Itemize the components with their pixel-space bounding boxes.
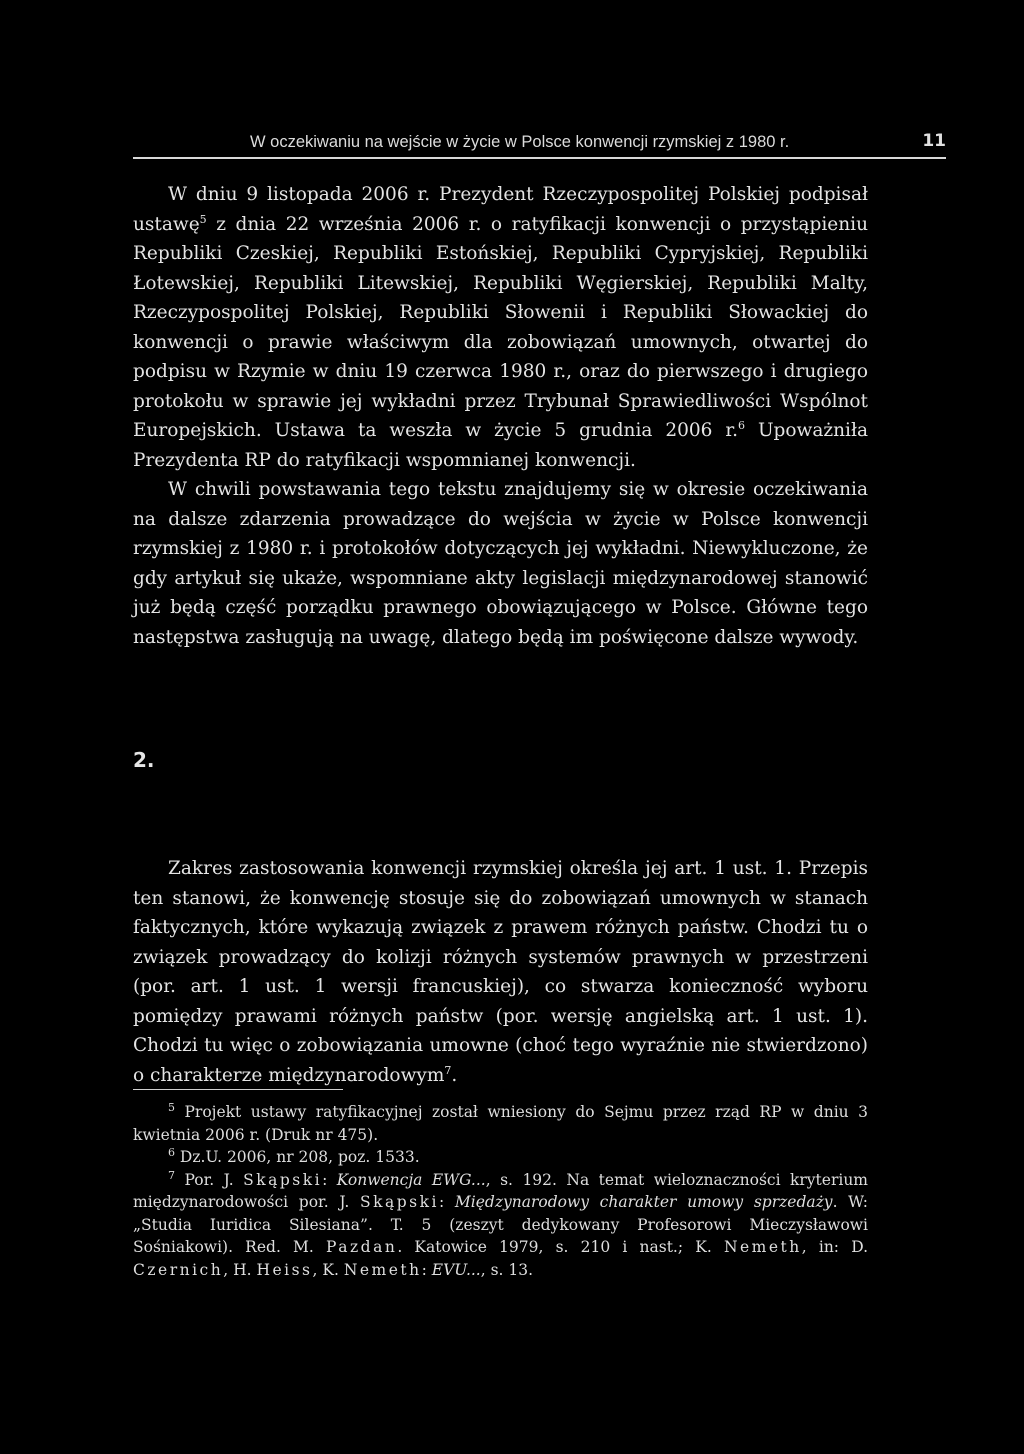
author-name: Nemeth <box>343 1260 422 1279</box>
author-name: Skąpski <box>243 1170 323 1189</box>
page-number: 11 <box>922 131 946 151</box>
body-text-lower <box>133 854 868 1090</box>
author-name: Pazdan <box>326 1238 398 1256</box>
author-name: Heiss <box>256 1260 313 1279</box>
body-text-upper <box>133 180 868 652</box>
cited-title: EVU... <box>431 1260 481 1279</box>
running-title: W oczekiwaniu na wejście w życie w Polsce konwencji rzymskiej z 1980 r. <box>250 133 790 151</box>
cited-title: Międzynarodowy charakter umowy sprzedaży <box>454 1193 833 1211</box>
footnote-6: $^6$ Dz.U. 2006, nr 208, poz. 1533. <box>168 1145 420 1166</box>
paragraph-scope: Zakres zastosowania konwencji rzymskiej określa jej art. 1 ust. 1. Przepis ten stanowi, że konwencję stosuje się do zobowiązań umownych w stanach faktycznych, które wykazują związek z prawem różnych państw. Chodzi tu o związek prowadzący do kolizji różnych systemów prawnych w przestrzeni (por. art. 1 ust. 1 wersji francuskiej), co stwarza konieczność wyboru pomiędzy prawami różnych państw (por. wersję angielską art. 1 ust. 1). Chodzi tu więc o zobowiązania umowne (choć tego wyraźnie nie stwierdzono) o charakterze międzynarodowym$^7$. <box>133 858 868 1086</box>
footnotes <box>133 1101 868 1281</box>
section-number: 2. <box>133 748 155 772</box>
page-header <box>133 131 946 159</box>
footnote-ref-5: 5 <box>199 212 207 226</box>
cited-title: Konwencja EWG... <box>336 1170 486 1189</box>
footnote-divider <box>133 1089 343 1090</box>
paragraph-waiting: W chwili powstawania tego tekstu znajdujemy się w okresie oczekiwania na dalsze zdarzenia prowadzące do wejścia w życie w Polsce konwencji rzymskiej z 1980 r. i protokołów dotyczących jej wykładni. Niewykluczone, że gdy artykuł się ukaże, wspomniane akty legislacji międzynarodowej stanowić już będą część porządku prawnego obowiązującego w Polsce. Główne tego następstwa zasługują na uwagę, dlatego będą im poświęcone dalsze wywody. <box>133 479 868 648</box>
author-name: Nemeth <box>723 1238 802 1256</box>
paragraph-ratification: W dniu 9 listopada 2006 r. Prezydent Rzeczypospolitej Polskiej podpisał ustawę$^5$ z dnia 22 września 2006 r. o ratyfikacji konwencji o przystąpieniu Republiki Czeskiej, Republiki Estońskiej, Republiki Cypryjskiej, Republiki Łotewskiej, Republiki Litewskiej, Republiki Węgierskiej, Republiki Malty, Rzeczypospolitej Polskiej, Republiki Słowenii i Republiki Słowackiej do konwencji o prawie właściwym dla zobowiązań umownych, otwartej do podpisu w Rzymie w dniu 19 czerwca 1980 r., oraz do pierwszego i drugiego protokołu w sprawie jej wykładni przez Trybunał Sprawiedliwości Wspólnot Europejskich. Ustawa ta weszła w życie 5 grudnia 2006 r.$^6$ Upoważniła Prezydenta RP do ratyfikacji wspomnianej konwencji. <box>133 184 868 471</box>
footnote-5: $^5$ Projekt ustawy ratyfikacyjnej został wniesiony do Sejmu przez rząd RP w dniu 3 kwietnia 2006 r. (Druk nr 475). <box>133 1100 868 1144</box>
author-name: Czernich <box>133 1260 224 1279</box>
footnote-ref-7: 7 <box>444 1063 452 1077</box>
author-name: Skąpski <box>359 1193 439 1211</box>
footnote-7: $^7$ Por. J. Skąpski: Konwencja EWG..., s. 192. Na temat wieloznaczności kryterium międzynarodowości por. J. Skąpski: Międzynarodowy charakter umowy sprzedaży. W: „Studia Iuridica Silesiana”. T. 5 (zeszyt dedykowany Profesorowi Mieczysławowi Sośniakowi). Red. M. Pazdan. Katowice 1979, s. 210 i nast.; K. Nemeth, in: D. Czernich, H. Heiss, K. Nemeth: EVU..., s. 13. <box>133 1168 868 1279</box>
footnote-ref-6: 6 <box>738 418 746 432</box>
